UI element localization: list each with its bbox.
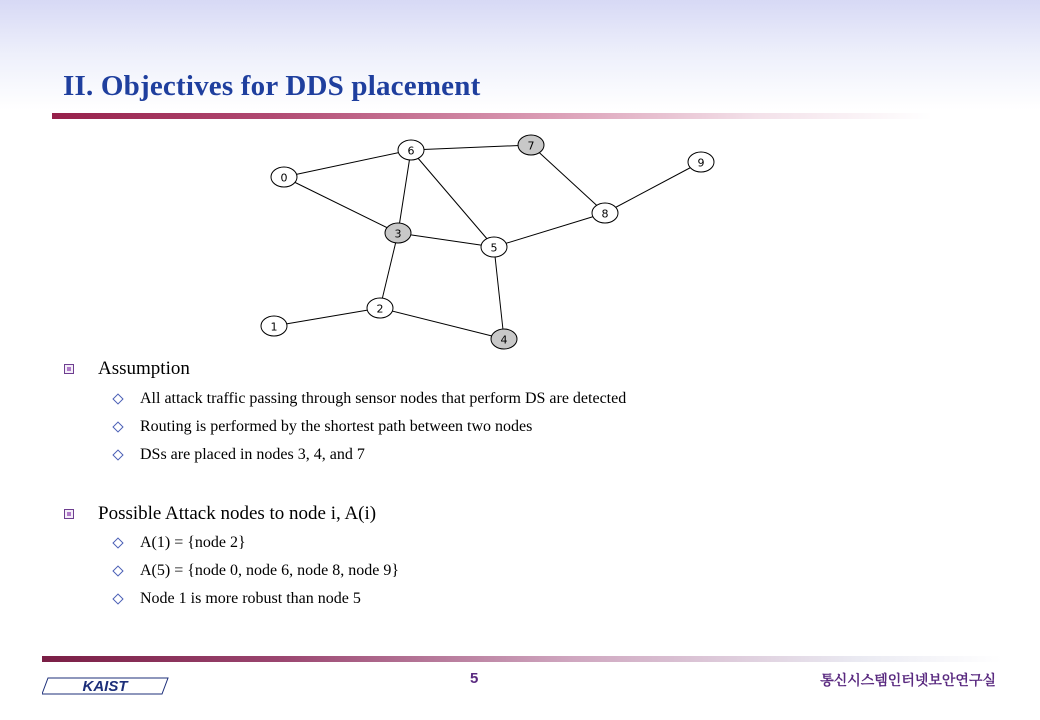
graph-edge-3-2 (380, 233, 398, 308)
item-bullet-icon (112, 393, 123, 404)
bullet-item: A(1) = {node 2} (140, 534, 246, 551)
graph-node-7 (518, 135, 544, 155)
lab-name: 통신시스템인터넷보안연구실 (820, 673, 996, 689)
graph-node-label: 7 (527, 139, 535, 153)
item-bullet-icon (112, 593, 123, 604)
kaist-logo (42, 672, 174, 700)
graph-node-4 (491, 329, 517, 349)
graph-node-8 (592, 203, 618, 223)
graph-node-1 (261, 316, 287, 336)
graph-edge-2-1 (274, 308, 380, 326)
graph-node-3 (385, 223, 411, 243)
slide-title: II. Objectives for DDS placement (63, 70, 481, 102)
page-number: 5 (470, 670, 479, 687)
item-bullet-icon (112, 449, 123, 460)
graph-node-2 (367, 298, 393, 318)
graph-edge-7-8 (531, 145, 605, 213)
bullet-item: A(5) = {node 0, node 6, node 8, node 9} (140, 562, 399, 579)
bullet-item: DSs are placed in nodes 3, 4, and 7 (140, 446, 365, 463)
section-bullet-icon (64, 509, 74, 519)
item-bullet-icon (112, 421, 123, 432)
graph-node-label: 2 (376, 302, 384, 316)
graph-node-label: 8 (601, 207, 609, 221)
graph-node-6 (398, 140, 424, 160)
graph-node-0 (271, 167, 297, 187)
graph-node-9 (688, 152, 714, 172)
graph-edge-6-7 (411, 145, 531, 150)
graph-node-label: 0 (280, 171, 288, 185)
graph-node-label: 5 (490, 241, 498, 255)
svg-text:KAIST: KAIST (82, 678, 128, 695)
section-heading-attack-nodes: Possible Attack nodes to node i, A(i) (98, 503, 377, 524)
bullet-item: All attack traffic passing through sensor nodes that perform DS are detected (140, 390, 627, 407)
item-bullet-icon (112, 537, 123, 548)
graph-node-label: 6 (407, 144, 415, 158)
graph-edge-0-3 (284, 177, 398, 233)
footer-divider (42, 656, 1002, 662)
graph-edge-6-5 (411, 150, 494, 247)
bullet-item: Routing is performed by the shortest path between two nodes (140, 418, 533, 435)
graph-edge-2-4 (380, 308, 504, 339)
graph-edge-5-4 (494, 247, 504, 339)
graph-edge-6-3 (398, 150, 411, 233)
graph-node-label: 4 (500, 333, 508, 347)
graph-node-5 (481, 237, 507, 257)
graph-edge-8-9 (605, 162, 701, 213)
graph-edge-8-5 (494, 213, 605, 247)
graph-node-label: 3 (394, 227, 402, 241)
graph-node-label: 1 (270, 320, 278, 334)
graph-edge-0-6 (284, 150, 411, 177)
bullet-item: Node 1 is more robust than node 5 (140, 590, 361, 607)
section-bullet-icon (64, 364, 74, 374)
graph-node-label: 9 (697, 156, 705, 170)
graph-edge-3-5 (398, 233, 494, 247)
item-bullet-icon (112, 565, 123, 576)
section-heading-assumption: Assumption (98, 358, 190, 379)
